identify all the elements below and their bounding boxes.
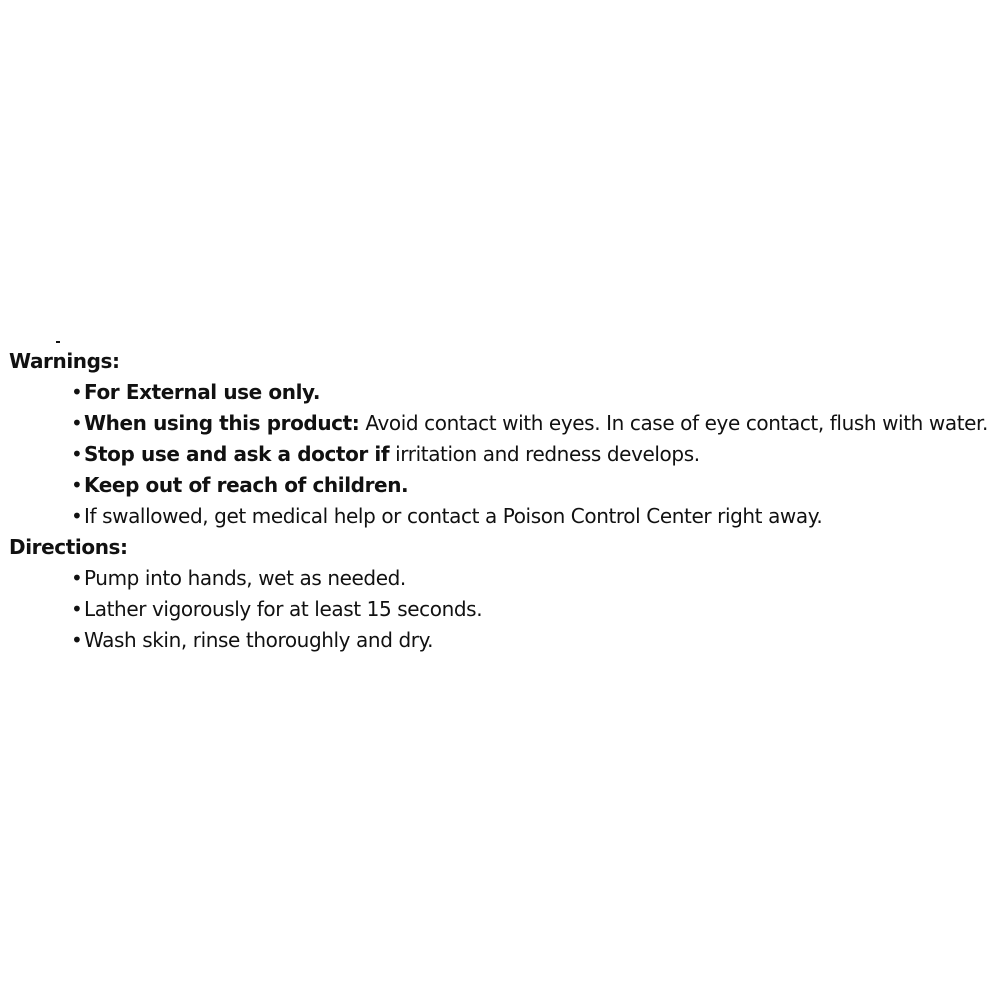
bullet-icon: • [71,411,83,435]
bullet-icon: • [71,504,83,528]
warning-item-external-use [71,377,994,408]
direction-item-text: Lather vigorously for at least 15 seconds. [84,597,483,621]
bullet-icon: • [71,380,83,404]
warnings-list [9,377,994,532]
warning-item-when-using [71,408,994,439]
warning-item-bold: Stop use and ask a doctor if [84,442,390,466]
bullet-icon: • [71,442,83,466]
stray-mark [56,341,60,343]
label-text-block [9,346,994,656]
warning-item-children [71,470,994,501]
warning-item-text: irritation and redness develops. [389,442,700,466]
warnings-heading: Warnings: [9,349,120,373]
warning-item-bold: When using this product: [84,411,360,435]
direction-item-lather [71,594,994,625]
direction-item-pump [71,563,994,594]
directions-list [9,563,994,656]
warning-item-text: If swallowed, get medical help or contact a Poison Control Center right away. [84,504,823,528]
direction-item-text: Pump into hands, wet as needed. [84,566,406,590]
bullet-icon: • [71,473,83,497]
bullet-icon: • [71,628,83,652]
bullet-icon: • [71,597,83,621]
warning-item-bold: Keep out of reach of children. [84,473,409,497]
direction-item-text: Wash skin, rinse thoroughly and dry. [84,628,434,652]
warning-item-bold: For External use only. [84,380,321,404]
direction-item-wash [71,625,994,656]
warning-item-swallowed [71,501,994,532]
directions-heading: Directions: [9,535,128,559]
warning-item-text: Avoid contact with eyes. In case of eye contact, flush with water. [359,411,988,435]
warning-item-stop-use [71,439,994,470]
bullet-icon: • [71,566,83,590]
